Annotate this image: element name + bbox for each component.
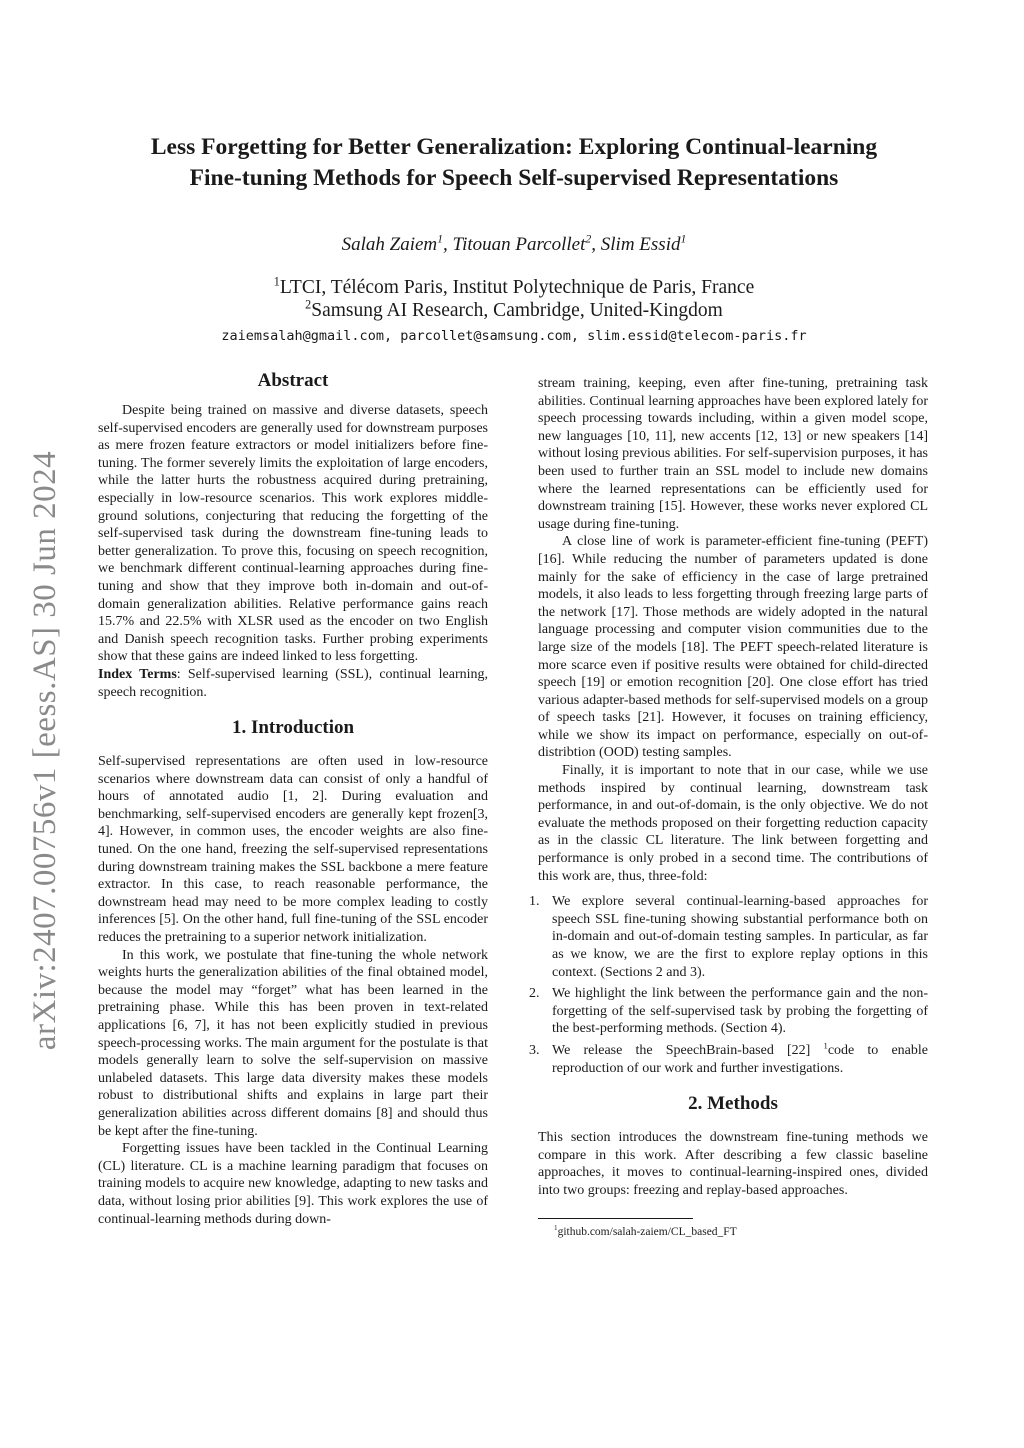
affiliations (100, 276, 928, 322)
affiliation-line (100, 276, 928, 299)
list-item-text: We explore several continual-learning-based approaches for speech SSL fine-tuning showing substantial performance both on in-domain and out-of-domain testing samples. In particular, as far as we know, we are the first to explore replay options in this context. (Sections 2 and 3). (552, 894, 928, 980)
affiliation-text: LTCI, Télécom Paris, Institut Polytechnique de Paris, France (279, 277, 755, 298)
footnote-mark: 1 (554, 1223, 558, 1232)
methods-heading: 2. Methods (688, 1093, 778, 1115)
arxiv-side-label (18, 420, 74, 1080)
title-line-1: Less Forgetting for Better Generalization: Exploring Continual-learning (150, 134, 878, 160)
intro-paragraph-3: Forgetting issues have been tackled in the Continual Learning (CL) literature. CL is a machine learning paradigm that focuses on training models to acquire new knowledge, adapting to new tasks and data, without losing prior abilities [9]. This work explores the use of continual-learning methods during down- (98, 1141, 488, 1227)
abstract-heading: Abstract (257, 370, 329, 391)
footnote-reference: 1 (823, 1040, 828, 1051)
list-item-number: 1. (529, 894, 540, 910)
left-column (98, 370, 488, 1228)
abstract-text: Despite being trained on massive and diverse datasets, speech self-supervised encoders are generally used for downstream purposes as mere frozen feature extractors or model initializers before fine-tuning. The former severely limits the exploitation of large encoders, while the latter hurts the robustness acquired during pretraining, especially in low-resource scenarios. This work explores middle-ground solutions, conjecturing that reducing the forgetting of the self-supervised task during the downstream fine-tuning leads to better generalization. To prove this, focusing on speech recognition, we benchmark different continual-learning approaches during fine-tuning and show that they improve both in-domain and out-of-domain generalization abilities. Relative performance gains reach 15.7% and 22.5% with XLSR used as the encoder on two English and Danish speech recognition tasks. Further probing experiments show that these gains are indeed linked to less forgetting. (98, 403, 488, 665)
list-item-text: We release the SpeechBrain-based [22] (552, 1042, 824, 1058)
author-name: Salah Zaiem (341, 234, 438, 255)
footnote-link[interactable]: github.com/salah-zaiem/CL_based_FT (557, 1225, 737, 1238)
author-affiliation-mark: 1 (437, 232, 444, 246)
intro-paragraph-5: A close line of work is parameter-efficient fine-tuning (PEFT) [16]. While reducing the number of parameters updated is done mainly for the sake of efficiency in the case of large pretrained models, it also leads to less forgetting through freezing large parts of the network [17]. Those methods are widely adopted in the natural language processing and computer vision communities due to the large size of the models [18]. The PEFT speech-related literature is more scarce even if positive results were obtained for child-directed speech [19] or emotion recognition [20]. One close effort has tried various adapter-based methods for self-supervised models on a group of speech tasks [21]. However, it focuses on training efficiency, while we show its impact on performance, especially on out-of-distribtion (OOD) testing samples. (538, 534, 928, 761)
affiliation-text: Samsung AI Research, Cambridge, United-Kingdom (311, 300, 723, 321)
intro-paragraph-6: Finally, it is important to note that in our case, while we use methods inspired by continual learning, downstream task performance, in and out-of-domain, is the only objective. We do not evaluate the methods proposed on their forgetting reduction capacity as in the classic CL literature. The link between forgetting and performance is only probed in a second time. The contributions of this work are, thus, three-fold: (538, 763, 928, 884)
intro-paragraph-1: Self-supervised representations are often used in low-resource scenarios where downstream data can consist of only a handful of hours of annotated audio [1, 2]. During evaluation and benchmarking, self-supervised encoders are generally kept frozen[3, 4]. However, in common uses, the encoder weights are also fine-tuned. On the one hand, freezing the self-supervised representations during downstream training makes the SSL backbone a mere feature extractor. In this case, to reach reasonable performance, the downstream head may need to be more complex leading to costly inferences [5]. On the other hand, full fine-tuning of the SSL encoder reduces the pretraining to a superior network initialization. (98, 754, 488, 946)
arxiv-identifier: arXiv:2407.00756v1 [eess.AS] 30 Jun 2024 (27, 450, 64, 1050)
intro-paragraph-4: stream training, keeping, even after fine-tuning, pretraining task abilities. Continual learning approaches have been explored lately for speech processing towards including, within a given model scope, new languages [10, 11], new accents [12, 13] or new speakers [14] without losing previous abilities. For self-supervision purposes, it has been used to further train an SSL model to include new domains where the learned representations can be efficiently used for downstream training [15]. However, these works never explored CL usage during fine-tuning. (538, 376, 928, 532)
affiliation-line (100, 299, 928, 322)
footnote (538, 1225, 928, 1239)
author-name: Titouan Parcollet (452, 234, 586, 255)
affiliation-mark: 1 (273, 274, 280, 289)
list-item-text: We highlight the link between the performance gain and the non-forgetting of the self-supervised task by probing the forgetting of the best-performing methods. (Section 4). (552, 986, 928, 1037)
author-list: Salah Zaiem$^1$, Titouan Parcollet$^2$, Slim Essid$^1$ (341, 232, 687, 255)
list-item (529, 985, 928, 1038)
list-item (529, 1040, 928, 1077)
introduction-heading: 1. Introduction (231, 717, 355, 739)
contributions-list (529, 893, 928, 1077)
affiliation-mark: 2 (305, 297, 312, 312)
list-item-number: 3. (529, 1042, 540, 1058)
author-name: Slim Essid (600, 234, 681, 255)
index-terms (98, 666, 488, 701)
footnote-divider (538, 1218, 693, 1219)
title-line-2: Fine-tuning Methods for Speech Self-supervised Representations (189, 165, 839, 191)
author-affiliation-mark: 1 (680, 232, 687, 246)
right-column (529, 375, 928, 1239)
paper-title (100, 132, 928, 194)
methods-paragraph-1: This section introduces the downstream fine-tuning methods we compare in this work. After describing a few classic baseline approaches, it moves to continual-learning-inspired ones, divided into two groups: freezing and replay-based approaches. (538, 1130, 928, 1198)
list-item-text: code to enable reproduction of our work and further investigations. (552, 1042, 928, 1076)
list-item-number: 2. (529, 986, 540, 1002)
index-terms-label: Index Terms (98, 666, 177, 682)
intro-paragraph-2: In this work, we postulate that fine-tuning the whole network weights hurts the generalization abilities of the final obtained model, because the model may “forget” what has been learned in the pretraining phase. While this has been proven in text-related applications [6, 7], it has not been explicitly studied in previous speech-processing works. The main argument for the postulate is that models generally learn to solve the self-supervision on massive unlabeled datasets. This large data diversity makes these models robust to distributional shifts and explains in large part their generalization abilities across different domains [8] and should thus be kept after the fine-tuning. (98, 947, 488, 1139)
author-emails: zaiemsalah@gmail.com, parcollet@samsung.com, slim.essid@telecom-paris.fr (221, 328, 807, 344)
index-terms-text: : Self-supervised learning (SSL), continual learning, speech recognition. (98, 666, 488, 700)
author-affiliation-mark: 2 (585, 232, 592, 246)
list-item (529, 893, 928, 981)
